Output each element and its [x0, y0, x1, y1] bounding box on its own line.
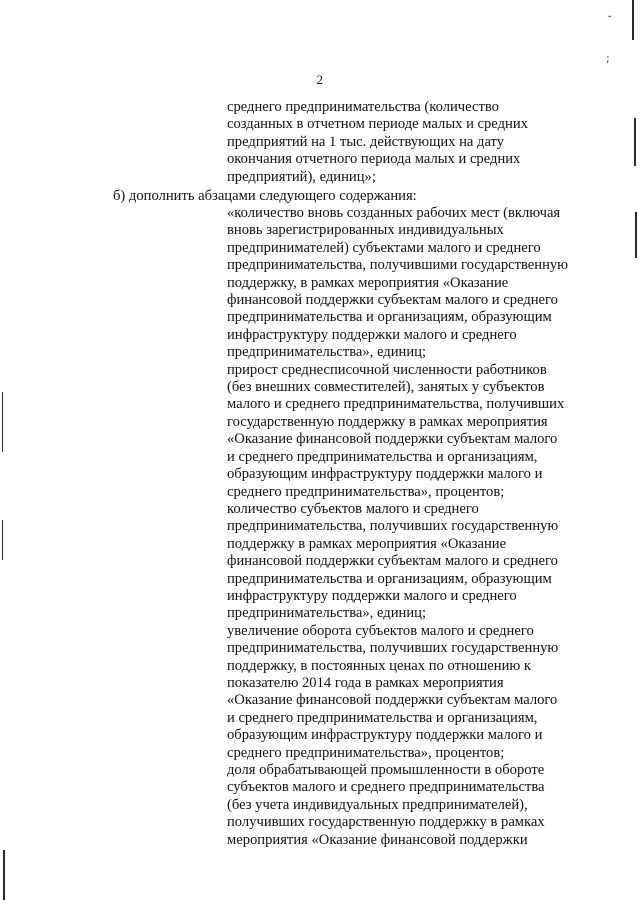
text-line: увеличение оборота субъектов малого и среднего — [227, 622, 534, 639]
text-line: окончания отчетного периода малых и средних — [227, 151, 521, 168]
text-line: получивших государственную поддержку в рамках — [227, 814, 545, 831]
text-line: (без учета индивидуальных предпринимателей), — [227, 796, 528, 813]
scan-speck: ; — [606, 52, 610, 65]
text-line: (без внешних совместителей), занятых у субъектов — [227, 379, 545, 396]
text-line: предпринимательства», единиц; — [227, 344, 427, 361]
text-line: образующим инфраструктуру поддержки малого и — [227, 727, 543, 744]
text-line: предпринимательства, получившими государственную — [227, 257, 569, 274]
text-line: предпринимательства и организациям, образующим — [227, 309, 552, 326]
text-line: созданных в отчетном периоде малых и средних — [227, 116, 528, 133]
added-paragraphs — [227, 205, 568, 849]
text-line: поддержку, в постоянных ценах по отношению к — [227, 657, 532, 674]
text-line: показателю 2014 года в рамках мероприятия — [227, 674, 504, 691]
text-line: инфраструктуру поддержки малого и среднего — [227, 587, 517, 604]
text-line: количество субъектов малого и среднего — [227, 500, 479, 517]
text-line: предпринимательства и организациям, образующим — [227, 570, 552, 587]
scan-edge-mark — [634, 118, 636, 166]
text-line: поддержку, в рамках мероприятия «Оказание — [227, 274, 509, 291]
text-line: доля обрабатывающей промышленности в обороте — [227, 762, 545, 778]
text-line: малого и среднего предпринимательства, получивших — [227, 396, 565, 413]
scan-edge-mark — [2, 520, 3, 560]
scan-speck: ˘ — [607, 14, 613, 27]
text-line: вновь зарегистрированных индивидуальных — [227, 222, 504, 239]
text-line: предприятий), единиц»; — [227, 168, 376, 185]
scan-edge-mark — [3, 850, 5, 900]
text-line: среднего предпринимательства», процентов; — [227, 744, 505, 761]
text-line: государственную поддержку в рамках мероприятия — [227, 413, 548, 430]
text-line: среднего предпринимательства (количество — [227, 99, 499, 115]
page-number: 2 — [316, 72, 324, 87]
text-line: предпринимательства, получивших государственную — [227, 640, 559, 657]
text-line: «Оказание финансовой поддержки субъектам малого — [227, 431, 558, 448]
text-line: поддержку в рамках мероприятия «Оказание — [227, 535, 507, 552]
text-line: финансовой поддержки субъектам малого и среднего — [227, 292, 558, 309]
text-line: предприятий на 1 тыс. действующих на дату — [227, 133, 505, 150]
text-line: предпринимательства, получивших государственную — [227, 518, 559, 535]
item-b-text: б) дополнить абзацами следующего содержания: — [113, 188, 417, 204]
text-line: образующим инфраструктуру поддержки малого и — [227, 466, 543, 483]
text-line: предпринимателей) субъектами малого и среднего — [227, 239, 541, 256]
scan-edge-mark — [2, 392, 3, 452]
item-b — [113, 188, 417, 205]
text-line: и среднего предпринимательства и организациям, — [227, 448, 538, 465]
text-line: мероприятия «Оказание финансовой поддержки — [227, 831, 528, 848]
top-fragment — [227, 99, 528, 186]
text-line: прирост среднесписочной численности работников — [227, 361, 547, 378]
text-line: финансовой поддержки субъектам малого и среднего — [227, 553, 558, 570]
text-line: инфраструктуру поддержки малого и среднего — [227, 326, 517, 343]
text-line: субъектов малого и среднего предпринимательства — [227, 779, 545, 796]
text-line: и среднего предпринимательства и организациям, — [227, 709, 538, 726]
scan-edge-mark — [632, 0, 634, 40]
text-line: среднего предпринимательства», процентов; — [227, 483, 505, 500]
text-line: предпринимательства», единиц; — [227, 605, 427, 622]
scan-edge-mark — [635, 212, 637, 258]
text-line: «Оказание финансовой поддержки субъектам малого — [227, 692, 558, 709]
text-line: «количество вновь созданных рабочих мест (включая — [227, 205, 561, 221]
